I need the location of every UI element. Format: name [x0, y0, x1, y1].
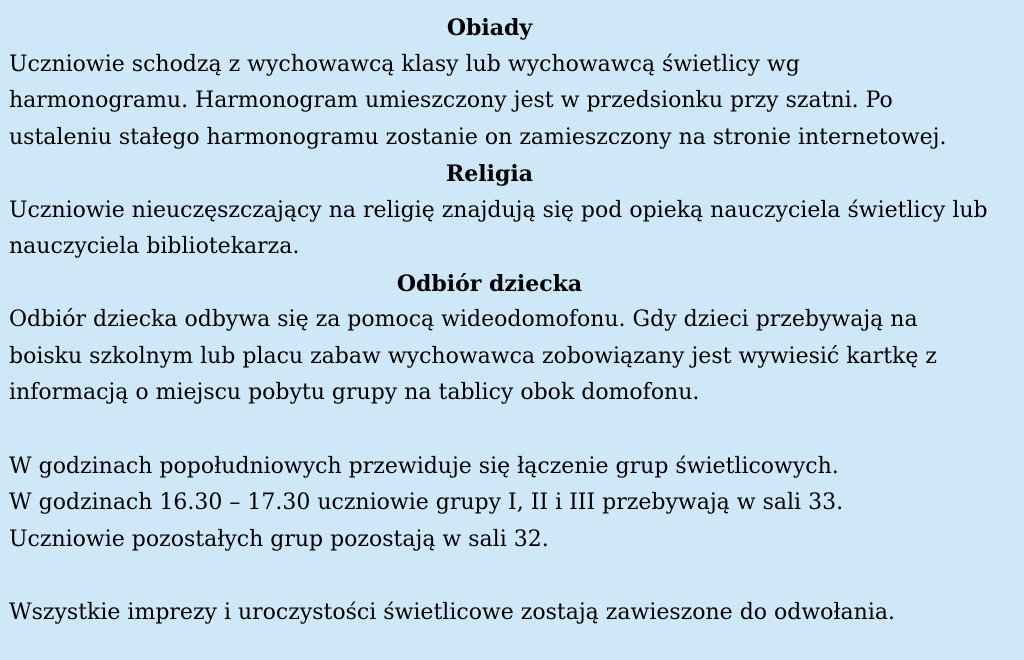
section-lunch	[9, 10, 1024, 156]
afternoon-line-3: Uczniowie pozostałych grup pozostają w sali 32.	[9, 526, 549, 552]
section-religion	[9, 156, 1024, 266]
pickup-line-2: boisku szkolnym lub placu zabaw wychowawca zobowiązany jest wywiesić kartkę z	[9, 343, 937, 369]
heading-pickup: Odbiór dziecka	[396, 270, 583, 297]
section-pickup	[9, 266, 1024, 412]
lunch-line-1: Uczniowie schodzą z wychowawcą klasy lub wychowawcą świetlicy wg	[9, 51, 800, 77]
pickup-line-3: informacją o miejscu pobytu grupy na tablicy obok domofonu.	[9, 380, 700, 405]
religion-line-2: nauczyciela bibliotekarza.	[9, 234, 300, 259]
blank-line	[9, 558, 1024, 595]
lunch-line-3: ustaleniu stałego harmonogramu zostanie on zamieszczony na stronie internetowej.	[9, 124, 947, 150]
lunch-line-2: harmonogramu. Harmonogram umieszczony jest w przedsionku przy szatni. Po	[9, 88, 893, 113]
heading-religion: Religia	[446, 161, 533, 187]
afternoon-line-2: W godzinach 16.30 – 17.30 uczniowie grupy I, II i III przebywają w sali 33.	[9, 490, 844, 515]
heading-lunch: Obiady	[446, 15, 533, 41]
afternoon-line-1: W godzinach popołudniowych przewiduje się łączenie grup świetlicowych.	[9, 453, 839, 479]
blank-line	[9, 412, 1024, 449]
religion-line-1: Uczniowie nieuczęszczający na religię znajdują się pod opieką nauczyciela świetlicy lub	[9, 197, 988, 223]
section-afternoon	[9, 449, 1024, 559]
events-line: Wszystkie imprezy i uroczystości świetlicowe zostają zawieszone do odwołania.	[9, 600, 895, 625]
pickup-line-1: Odbiór dziecka odbywa się za pomocą wideodomofonu. Gdy dzieci przebywają na	[9, 307, 918, 332]
